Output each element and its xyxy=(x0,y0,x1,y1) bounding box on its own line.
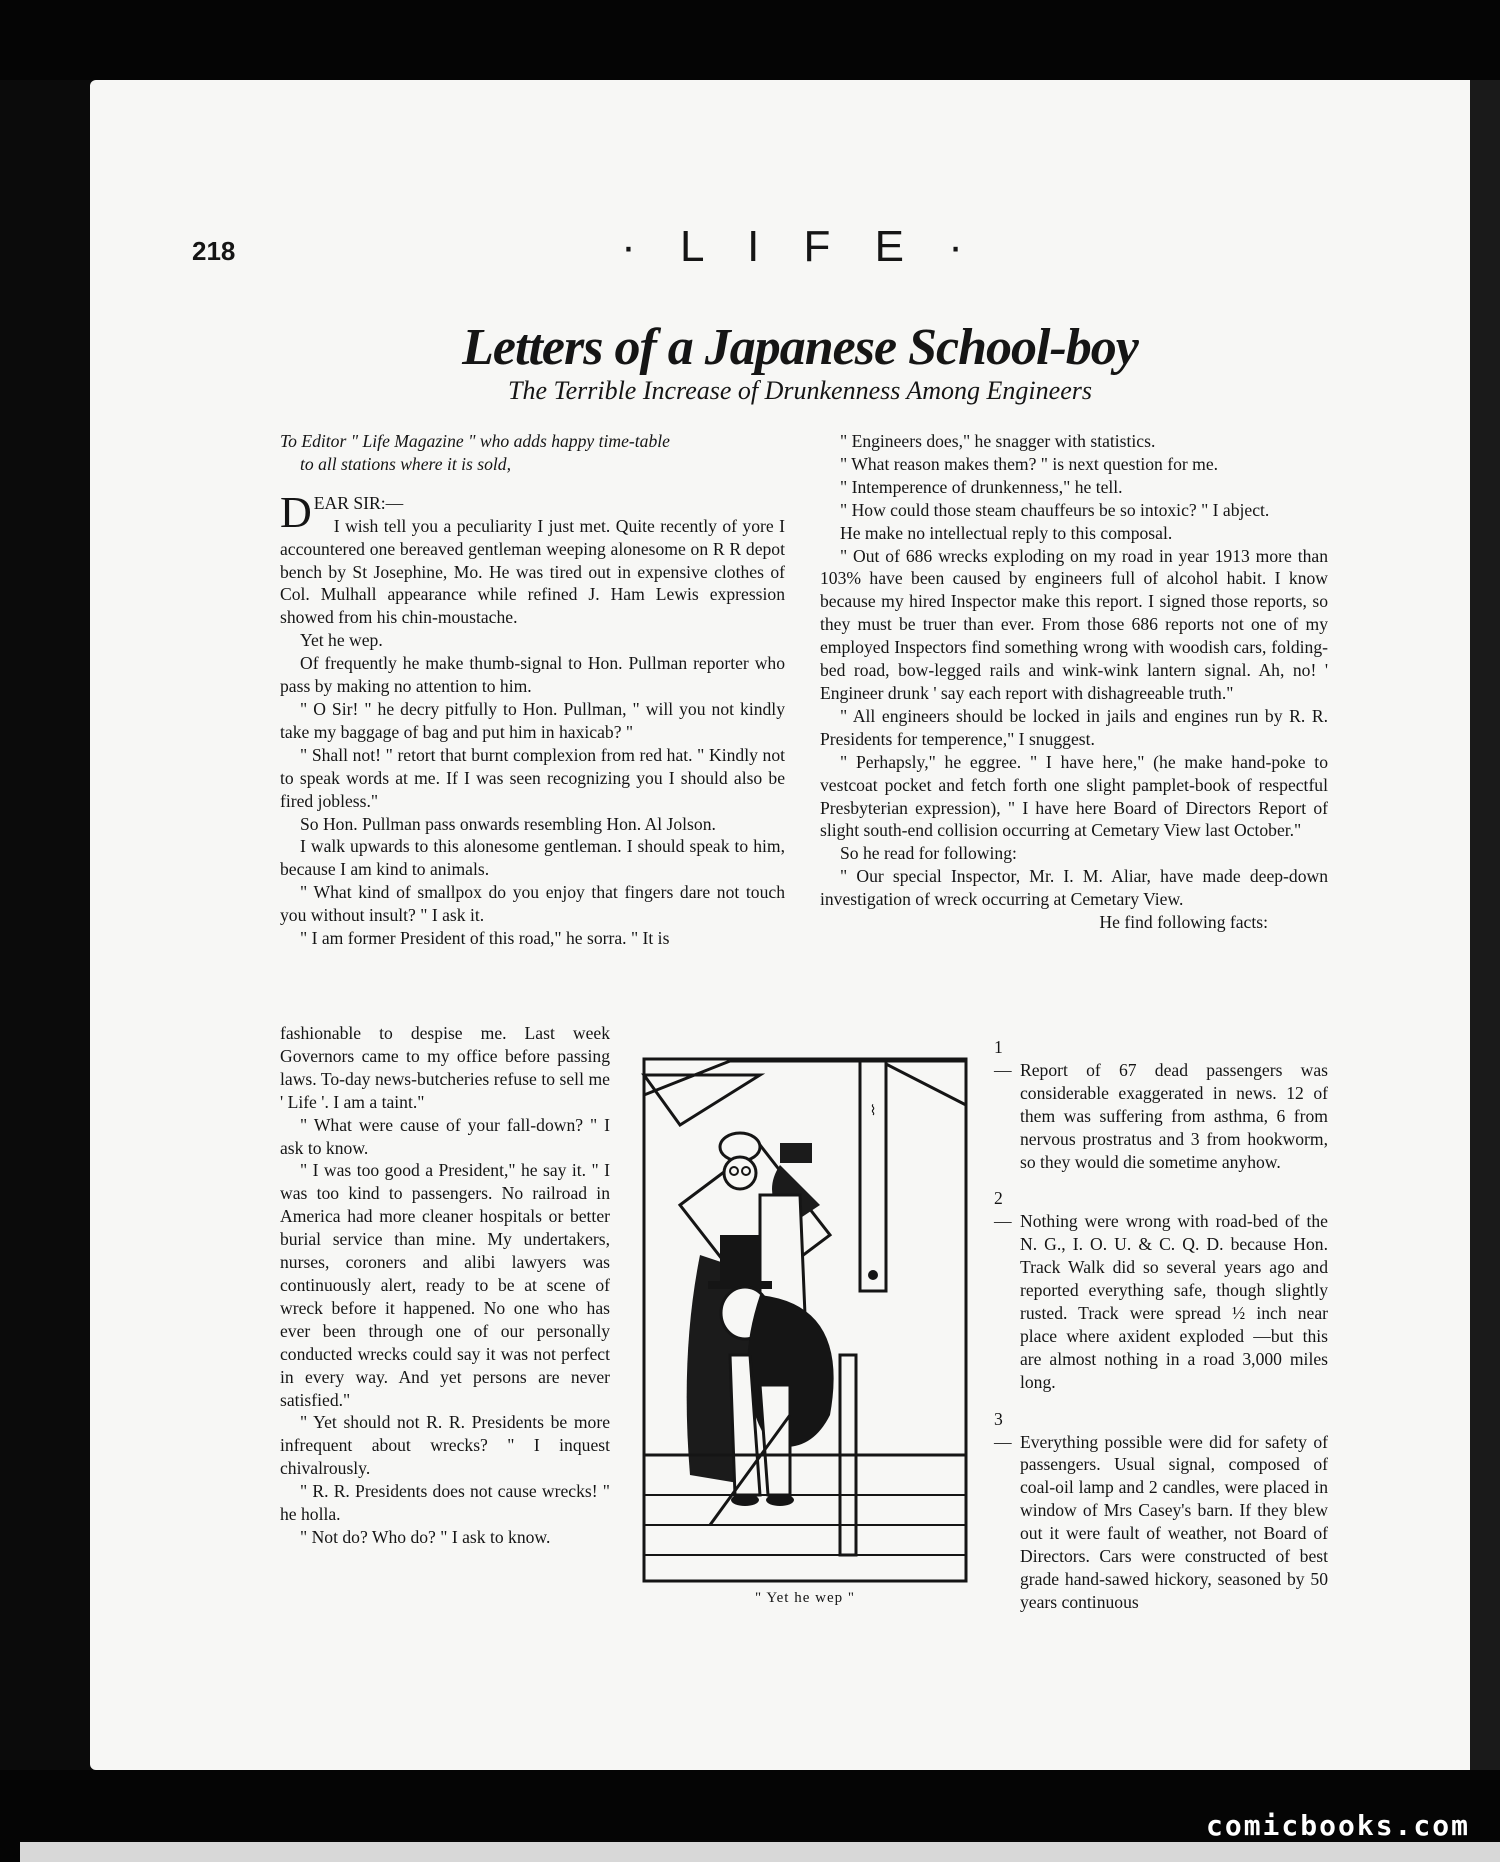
paragraph: " O Sir! " he decry pitfully to Hon. Pullman, " will you not kindly take my baggage of bag and put him in haxicab? " xyxy=(280,698,785,742)
dedication-line-2: to all stations where it is sold, xyxy=(300,453,511,474)
page-number: 218 xyxy=(192,236,236,266)
right-column-top xyxy=(820,430,1328,934)
fact-number: 3— xyxy=(994,1408,1012,1452)
left-column-narrow xyxy=(280,1022,610,1549)
scan-border-top xyxy=(0,0,1500,80)
paragraph: Yet he wep. xyxy=(300,630,383,651)
cartoon-caption: " Yet he wep " xyxy=(755,1590,855,1606)
paragraph: " Intemperence of drunkenness," he tell. xyxy=(840,476,1123,497)
fact-number: 1— xyxy=(994,1037,1012,1080)
article-subtitle: The Terrible Increase of Drunkenness Among Engineers xyxy=(508,376,1092,405)
fact-item xyxy=(994,1408,1328,1614)
paragraph: " Our special Inspector, Mr. I. M. Aliar, have made deep-down investigation of wreck occurring at Cemetary View. xyxy=(820,866,1328,910)
facts-intro: He find following facts: xyxy=(1099,912,1268,933)
paragraph: " Shall not! " retort that burnt complexion from red hat. " Kindly not to speak words at me. If I was seen recognizing you I should also be fired jobless." xyxy=(280,744,785,811)
paragraph: " Perhapsly," he eggree. " I have here," (he make hand-poke to vestcoat pocket and fetch forth one slight pamplet-book of respectful Presbyterian expression), " I have here Board of Directors Report of slight south-end collision occurring at Cemetary View last October." xyxy=(820,751,1328,841)
drop-cap: D xyxy=(280,487,312,537)
fact-paragraph xyxy=(994,1187,1328,1393)
paragraph: I walk upwards to this alonesome gentleman. I should speak to him, because I am kind to animals. xyxy=(280,836,785,880)
fact-item xyxy=(994,1187,1328,1393)
paragraph: I wish tell you a peculiarity I just met. Quite recently of yore I accountered one bereaved gentleman weeping alonesome on R R depot bench by St Josephine, Mo. He was tired out in expensive clothes of Col. Mulhall appearance while refined J. Ham Lewis expression showed from his chin-moustache. xyxy=(280,515,785,628)
paragraph: " Engineers does," he snagger with statistics. xyxy=(840,431,1156,451)
paragraph: So he read for following: xyxy=(840,843,1017,864)
cartoon-illustration xyxy=(640,1055,970,1585)
fact-text: Everything possible were did for safety of passengers. Usual signal, composed of coal-oil lamp and 2 candles, were placed in window of Mrs Casey's barn. If they blew out it were fault of weather, not Board of Directors. Cars were constructed of best grade hand-sawed hickory, seasoned by 50 years continuous xyxy=(1020,1431,1328,1612)
paragraph: " What were cause of your fall-down? " I ask to know. xyxy=(280,1114,610,1158)
next-sheet-edge xyxy=(20,1842,1500,1862)
paragraph: fashionable to despise me. Last week Governors came to my office before passing laws. To-day news-butcheries refuse to sell me ' Life '. I am a taint." xyxy=(280,1023,610,1112)
paragraph: " R. R. Presidents does not cause wrecks! " he holla. xyxy=(280,1481,610,1525)
paragraph: He make no intellectual reply to this composal. xyxy=(840,522,1173,543)
paragraph: " Out of 686 wrecks exploding on my road in year 1913 more than 103% have been caused by engineers full of alcohol habit. I know because my hired Inspector make this report. I signed those reports, so they must be truer than ever. From those 686 reports not one of my employed Inspectors find something wrong with woodish cars, folding-bed road, bow-legged rails and wink-wink lantern signal. Ah, no! ' Engineer drunk ' say each report with dishagreeable truth." xyxy=(820,545,1328,703)
fact-number: 2— xyxy=(994,1188,1012,1232)
left-column-top xyxy=(280,430,785,950)
salutation: EAR SIR:— xyxy=(313,492,404,513)
paragraph: " What reason makes them? " is next question for me. xyxy=(840,453,1219,474)
dedication xyxy=(280,430,785,476)
fact-item xyxy=(994,1036,1328,1173)
facts-list xyxy=(994,1036,1328,1628)
paragraph: So Hon. Pullman pass onwards resembling Hon. Al Jolson. xyxy=(300,813,716,834)
paragraph: " Yet should not R. R. Presidents be more infrequent about wrecks? " I inquest chivalrously. xyxy=(280,1412,610,1479)
fact-paragraph xyxy=(994,1408,1328,1614)
fact-paragraph xyxy=(994,1036,1328,1173)
salutation-paragraph xyxy=(280,487,785,537)
fact-text: Nothing were wrong with road-bed of the N. G., I. O. U. & C. Q. D. because Hon. Track Walk did so several years ago and reported everything safe, though slightly rusted. Track were spread ½ inch near place where axident exploded —but this are almost nothing in a road 3,000 miles long. xyxy=(1020,1211,1328,1392)
paragraph: " Not do? Who do? " I ask to know. xyxy=(300,1526,551,1547)
fact-text: Report of 67 dead passengers was considerable exaggerated in news. 12 of them was suffering from asthma, 6 from nervous prostratus and 3 from hookworm, so they would die sometime anyhow. xyxy=(1020,1059,1328,1172)
paragraph: " What kind of smallpox do you enjoy that fingers dare not touch you without insult? " I ask it. xyxy=(280,882,785,926)
paragraph: " I was too good a President," he say it. " I was too kind to passengers. No railroad in America had more cleaner hospitals or better burial service than mine. My undertakers, nurses, coroners and alibi lawyers was continuously alert, ready to be at scene of wreck before it happened. No one who has ever been through one of our personally conducted wrecks could say it was not perfect in every way. And yet persons are never satisfied." xyxy=(280,1160,610,1410)
paragraph: " How could those steam chauffeurs be so intoxic? " I abject. xyxy=(840,499,1270,520)
masthead: · L I F E · xyxy=(621,222,979,271)
paragraph: " All engineers should be locked in jails and engines run by R. R. Presidents for temperence," I snuggest. xyxy=(820,705,1328,749)
article-title: Letters of a Japanese School-boy xyxy=(462,319,1138,376)
svg-text:⌇: ⌇ xyxy=(869,1103,877,1119)
watermark: comicbooks.com xyxy=(1205,1809,1470,1842)
paragraph: " I am former President of this road," he sorra. " It is xyxy=(300,928,670,949)
dedication-line-1: To Editor " Life Magazine " who adds happy time-table xyxy=(280,431,670,451)
paragraph: Of frequently he make thumb-signal to Hon. Pullman reporter who pass by making no attention to him. xyxy=(280,653,785,697)
